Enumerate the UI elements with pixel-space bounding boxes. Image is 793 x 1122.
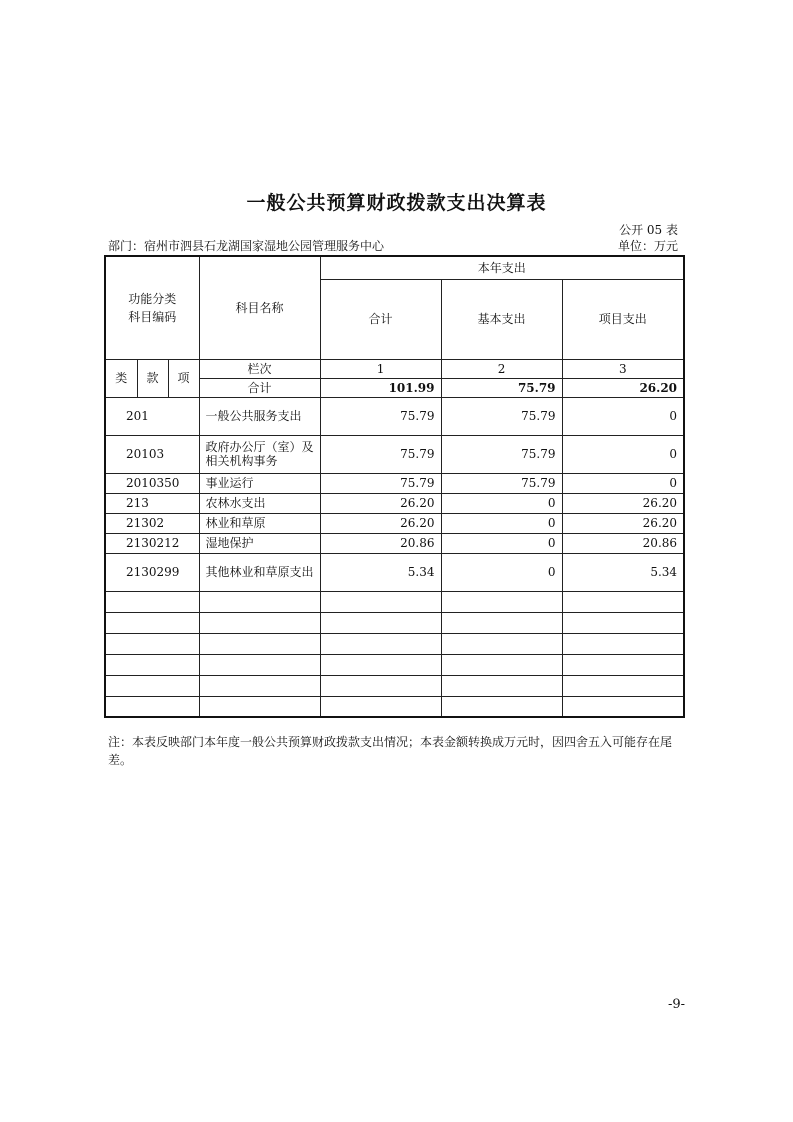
table-row <box>105 435 684 473</box>
empty-cell <box>441 654 562 675</box>
table-row <box>105 553 684 591</box>
empty-cell <box>105 612 199 633</box>
row-project: 26.20 <box>562 493 684 513</box>
row-code: 2130212 <box>105 533 199 553</box>
row-total: 26.20 <box>320 493 441 513</box>
row-total: 20.86 <box>320 533 441 553</box>
empty-cell <box>441 696 562 717</box>
empty-row <box>105 591 684 612</box>
empty-cell <box>199 612 320 633</box>
empty-cell <box>562 696 684 717</box>
row-basic: 0 <box>441 553 562 591</box>
total-row-basic: 75.79 <box>441 378 562 397</box>
empty-row <box>105 654 684 675</box>
table-row <box>105 513 684 533</box>
row-code: 201 <box>105 397 199 435</box>
func-code-header-line1: 功能分类 <box>128 291 177 306</box>
xiang-header: 项 <box>168 359 199 397</box>
empty-cell <box>562 612 684 633</box>
empty-cell <box>320 633 441 654</box>
empty-cell <box>199 633 320 654</box>
empty-cell <box>441 612 562 633</box>
row-total: 26.20 <box>320 513 441 533</box>
func-code-header <box>105 256 199 359</box>
row-code: 20103 <box>105 435 199 473</box>
empty-cell <box>105 654 199 675</box>
row-project: 5.34 <box>562 553 684 591</box>
row-name: 政府办公厅（室）及相关机构事务 <box>199 435 320 473</box>
page-title: 一般公共预算财政拨款支出决算表 <box>246 192 547 214</box>
this-year-header: 本年支出 <box>320 256 684 279</box>
row-code: 213 <box>105 493 199 513</box>
empty-cell <box>199 654 320 675</box>
empty-row <box>105 633 684 654</box>
total-header: 合计 <box>320 279 441 359</box>
row-total: 75.79 <box>320 435 441 473</box>
table-row <box>105 533 684 553</box>
subject-name-header: 科目名称 <box>199 256 320 359</box>
table-row <box>105 397 684 435</box>
empty-cell <box>320 654 441 675</box>
empty-cell <box>320 591 441 612</box>
row-basic: 75.79 <box>441 435 562 473</box>
basic-header: 基本支出 <box>441 279 562 359</box>
page-number: -9- <box>668 997 686 1012</box>
row-basic: 0 <box>441 513 562 533</box>
row-total: 75.79 <box>320 473 441 493</box>
table-row <box>105 493 684 513</box>
empty-cell <box>105 633 199 654</box>
row-name: 事业运行 <box>199 473 320 493</box>
row-code: 2130299 <box>105 553 199 591</box>
empty-row <box>105 696 684 717</box>
empty-cell <box>320 696 441 717</box>
row-code: 21302 <box>105 513 199 533</box>
row-project: 26.20 <box>562 513 684 533</box>
form-code: 公开 05 表 <box>619 223 678 237</box>
department-label: 部门：宿州市泗县石龙湖国家湿地公园管理服务中心 <box>108 239 385 253</box>
total-row-label: 合计 <box>199 378 320 397</box>
empty-cell <box>105 696 199 717</box>
row-name: 湿地保护 <box>199 533 320 553</box>
empty-cell <box>105 591 199 612</box>
total-row-total: 101.99 <box>320 378 441 397</box>
row-basic: 0 <box>441 493 562 513</box>
row-project: 0 <box>562 435 684 473</box>
row-name: 其他林业和草原支出 <box>199 553 320 591</box>
empty-cell <box>320 612 441 633</box>
empty-cell <box>562 654 684 675</box>
lei-header: 类 <box>105 359 137 397</box>
row-basic: 75.79 <box>441 473 562 493</box>
empty-cell <box>562 591 684 612</box>
total-row-project: 26.20 <box>562 378 684 397</box>
col-number-3: 3 <box>562 359 684 378</box>
footnote: 注：本表反映部门本年度一般公共预算财政拨款支出情况；本表金额转换成万元时，因四舍五入可能存在尾差。 <box>108 735 673 767</box>
empty-cell <box>199 696 320 717</box>
empty-cell <box>562 675 684 696</box>
empty-cell <box>441 675 562 696</box>
row-basic: 75.79 <box>441 397 562 435</box>
unit-label: 单位：万元 <box>617 239 678 253</box>
row-name: 一般公共服务支出 <box>199 397 320 435</box>
func-code-header-line2: 科目编码 <box>128 309 177 324</box>
empty-row <box>105 612 684 633</box>
empty-cell <box>441 633 562 654</box>
empty-cell <box>199 591 320 612</box>
row-total: 75.79 <box>320 397 441 435</box>
table-row <box>105 473 684 493</box>
col-number-1: 1 <box>320 359 441 378</box>
row-basic: 0 <box>441 533 562 553</box>
kuan-header: 款 <box>137 359 168 397</box>
row-code: 2010350 <box>105 473 199 493</box>
empty-cell <box>105 675 199 696</box>
empty-cell <box>562 633 684 654</box>
row-project: 20.86 <box>562 533 684 553</box>
empty-cell <box>320 675 441 696</box>
row-name: 农林水支出 <box>199 493 320 513</box>
row-name: 林业和草原 <box>199 513 320 533</box>
empty-cell <box>441 591 562 612</box>
empty-row <box>105 675 684 696</box>
col-label: 栏次 <box>199 359 320 378</box>
row-project: 0 <box>562 473 684 493</box>
col-number-2: 2 <box>441 359 562 378</box>
row-project: 0 <box>562 397 684 435</box>
project-header: 项目支出 <box>562 279 684 359</box>
row-total: 5.34 <box>320 553 441 591</box>
expenditure-table <box>104 255 685 718</box>
empty-cell <box>199 675 320 696</box>
